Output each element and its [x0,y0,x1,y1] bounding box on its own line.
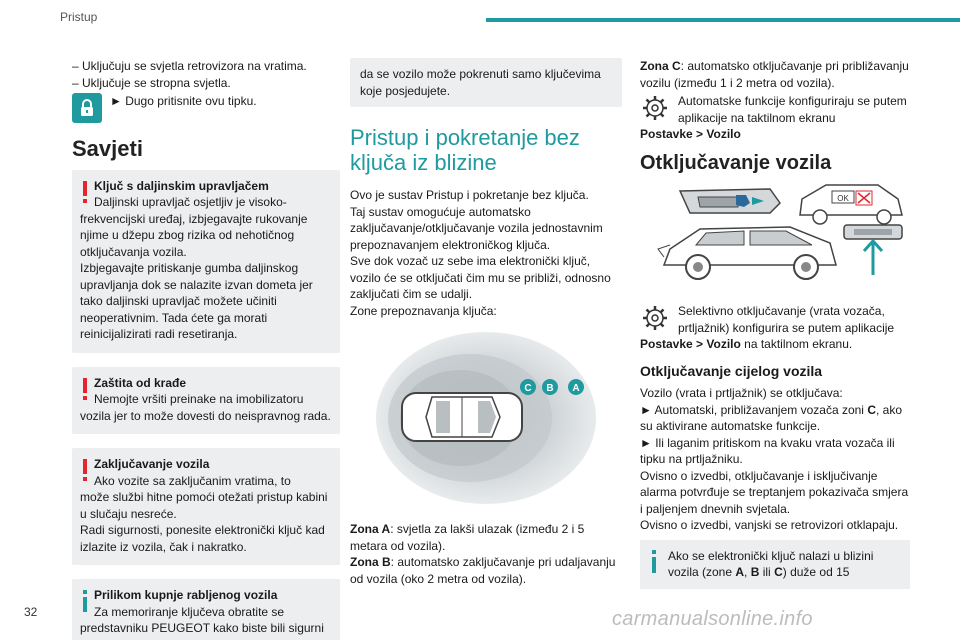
unlock-p2-prefix: ► Automatski, približavanjem vozača zoni [640,402,868,417]
info-note-electronic-key [640,540,910,589]
bullet-mirror-lights: – Uključuju se svjetla retrovizora na vratima. [72,59,307,73]
car-side-ok-illustration [800,185,902,224]
zone-diagram [350,323,622,513]
note-locking-body: može službi hitne pomoći otežati pristup kabini u slučaju nesreće. [80,490,328,521]
svg-text:A: A [572,383,580,394]
long-press-instruction: ► Dugo pritisnite ovu tipku. [110,94,257,108]
zone-label-a [568,379,584,395]
warning-exclamation-icon [80,180,90,204]
note-anti-theft-title: Zaštita od krađe [94,375,187,390]
column-1 [72,58,340,640]
svg-text:B: B [546,383,554,394]
info-zone-a: A [735,565,745,579]
zone-label-b [542,379,558,395]
auto-functions-note [640,93,910,126]
zone-label-c [520,379,536,395]
bullet-ceiling-light: – Uključuje se stropna svjetla. [72,75,231,90]
gear-icon [640,93,670,123]
unlock-p3: ► Ili laganim pritiskom na kvaku vrata vozača ili tipku na prtljažniku. [640,435,895,466]
column-2 [350,58,622,587]
note-used-vehicle-line1: Za memoriranje ključeva obratite se [94,604,285,619]
door-handle-illustration [680,189,780,213]
svg-text:C: C [524,383,532,394]
info-zone-b: B [750,565,760,579]
note-anti-theft-body: vozila jer to može dovesti do neispravnog rada. [80,408,331,423]
settings-path-2-line [640,336,910,353]
lock-icon [72,93,102,123]
info-comma: , [744,565,751,579]
unlocking-illustration [640,179,910,295]
unlock-p2 [640,402,910,435]
keyless-intro-3: Sve dok vozač uz sebe ima elektronički ključ, vozilo će se otključati čim mu se približi, odnosno zaključati čim se udalji. [350,254,611,301]
unlock-p1: Vozilo (vrata i prtljažnik) se otključava: [640,386,843,400]
selective-unlocking-text: Selektivno otključavanje (vrata vozača, prtljažnik) konfigurira se putem aplikacije [678,304,895,335]
section-title: Pristup [60,10,98,24]
unlock-p2-zone: C [867,402,876,417]
unlock-p4: Ovisno o izvedbi, otključavanje i isključivanje alarma potvrđuje se treptanjem pokazivača smjera i paljenjem dnevnih svjetala. [640,468,909,516]
info-zone-c: C [774,565,783,579]
unlock-p2-suffix: , ako su aktivirane automatske funkcije. [640,402,902,433]
zone-b-description [350,554,622,587]
info-icon [80,589,90,613]
info-suffix: ) duže od 15 [782,565,850,579]
note-remote-key-body2: Izbjegavajte pritiskanje gumba daljinskog upravljanja dok se nalazite izvan dometa jer tako daljinski upravljač možete učiniti neoperativnim. Tada ćete ga morati reinicijalizirati radi resetiranja. [80,261,313,341]
note-locking-line1: Ako vozite sa zaključanim vratima, to [94,473,291,488]
note-remote-key-body: frekvencijski uređaj, izbjegavajte rukovanje njime u džepu zbog rizika od nehotičnog otključavanja vozila. [80,211,308,259]
keyless-intro-2: Taj sustav omogućuje automatsko zaključavanje/otključavanje vozila jednostavnim prepoznavanjem elektroničkog ključa. [350,204,603,252]
note-used-vehicle-body: predstavniku PEUGEOT kako biste bili sigurni [80,621,324,635]
note-locking [72,448,340,565]
note-continued-text: da se vozilo može pokrenuti samo ključevima koje posjedujete. [360,67,601,98]
note-continued [350,58,622,107]
ok-label: OK [837,194,849,203]
column-3 [640,58,910,589]
note-locking-body2: Radi sigurnosti, ponesite elektronički ključ kad izlazite iz vozila, čak i nakratko. [80,523,325,554]
keyless-intro-4: Zone prepoznavanja ključa: [350,303,497,318]
header-accent-bar [486,18,960,22]
note-remote-key [72,170,340,353]
note-anti-theft-line1: Nemojte vršiti preinake na imobilizatoru [94,392,304,406]
car-top-view [402,393,522,441]
selective-unlocking-note [640,303,910,336]
zone-c-description [640,58,910,91]
note-anti-theft [72,367,340,435]
info-prefix: Ako se elektronički ključ nalazi u blizini vozila (zone [668,548,874,579]
info-icon [650,550,658,574]
unlocking-heading: Otključavanje vozila [640,151,832,174]
car-rear-illustration [658,227,836,279]
info-ili: ili [759,565,775,579]
zone-b-label: Zona B [350,555,391,569]
zone-b-text: : automatsko zaključavanje pri udaljavanju od vozila (oko 2 metra od vozila). [350,555,616,586]
zone-a-label: Zona A [350,522,391,536]
settings-suffix-2: na taktilnom ekranu. [740,337,853,351]
note-locking-title: Zaključavanje vozila [94,457,210,471]
page-number: 32 [24,605,38,619]
note-remote-key-line1: Daljinski upravljač osjetljiv je visoko- [94,195,287,209]
zone-c-label: Zona C [640,59,681,73]
savjeti-heading: Savjeti [72,136,143,161]
warning-exclamation-icon [80,377,90,401]
keyless-heading: Pristup i pokretanje bez ključa iz blizine [350,125,580,175]
settings-path-1: Postavke > Vozilo [640,127,741,141]
gear-icon [640,303,670,333]
settings-path-2: Postavke > Vozilo [640,337,741,351]
warning-exclamation-icon [80,458,90,482]
unlock-p5: Ovisno o izvedbi, vanjski se retrovizori otklapaju. [640,518,899,532]
note-remote-key-title: Ključ s daljinskim upravljačem [94,178,269,193]
zone-c-text: : automatsko otključavanje pri približavanju vozilu (između 1 i 2 metra od vozila). [640,59,909,90]
zone-a-text: : svjetla za lakši ulazak (između 2 i 5 metara od vozila). [350,522,585,553]
zone-a-description [350,521,622,554]
note-used-vehicle-title: Prilikom kupnje rabljenog vozila [94,588,278,602]
note-used-vehicle [72,579,340,640]
trunk-button-illustration [844,225,902,275]
unlock-whole-vehicle-heading: Otključavanje cijelog vozila [640,362,823,379]
lock-instruction [72,93,340,123]
watermark: carmanualsonline.info [612,608,813,630]
keyless-intro-1: Ovo je sustav Pristup i pokretanje bez ključa. [350,188,589,202]
auto-functions-text: Automatske funkcije konfiguriraju se putem aplikacije na taktilnom ekranu [678,94,907,125]
